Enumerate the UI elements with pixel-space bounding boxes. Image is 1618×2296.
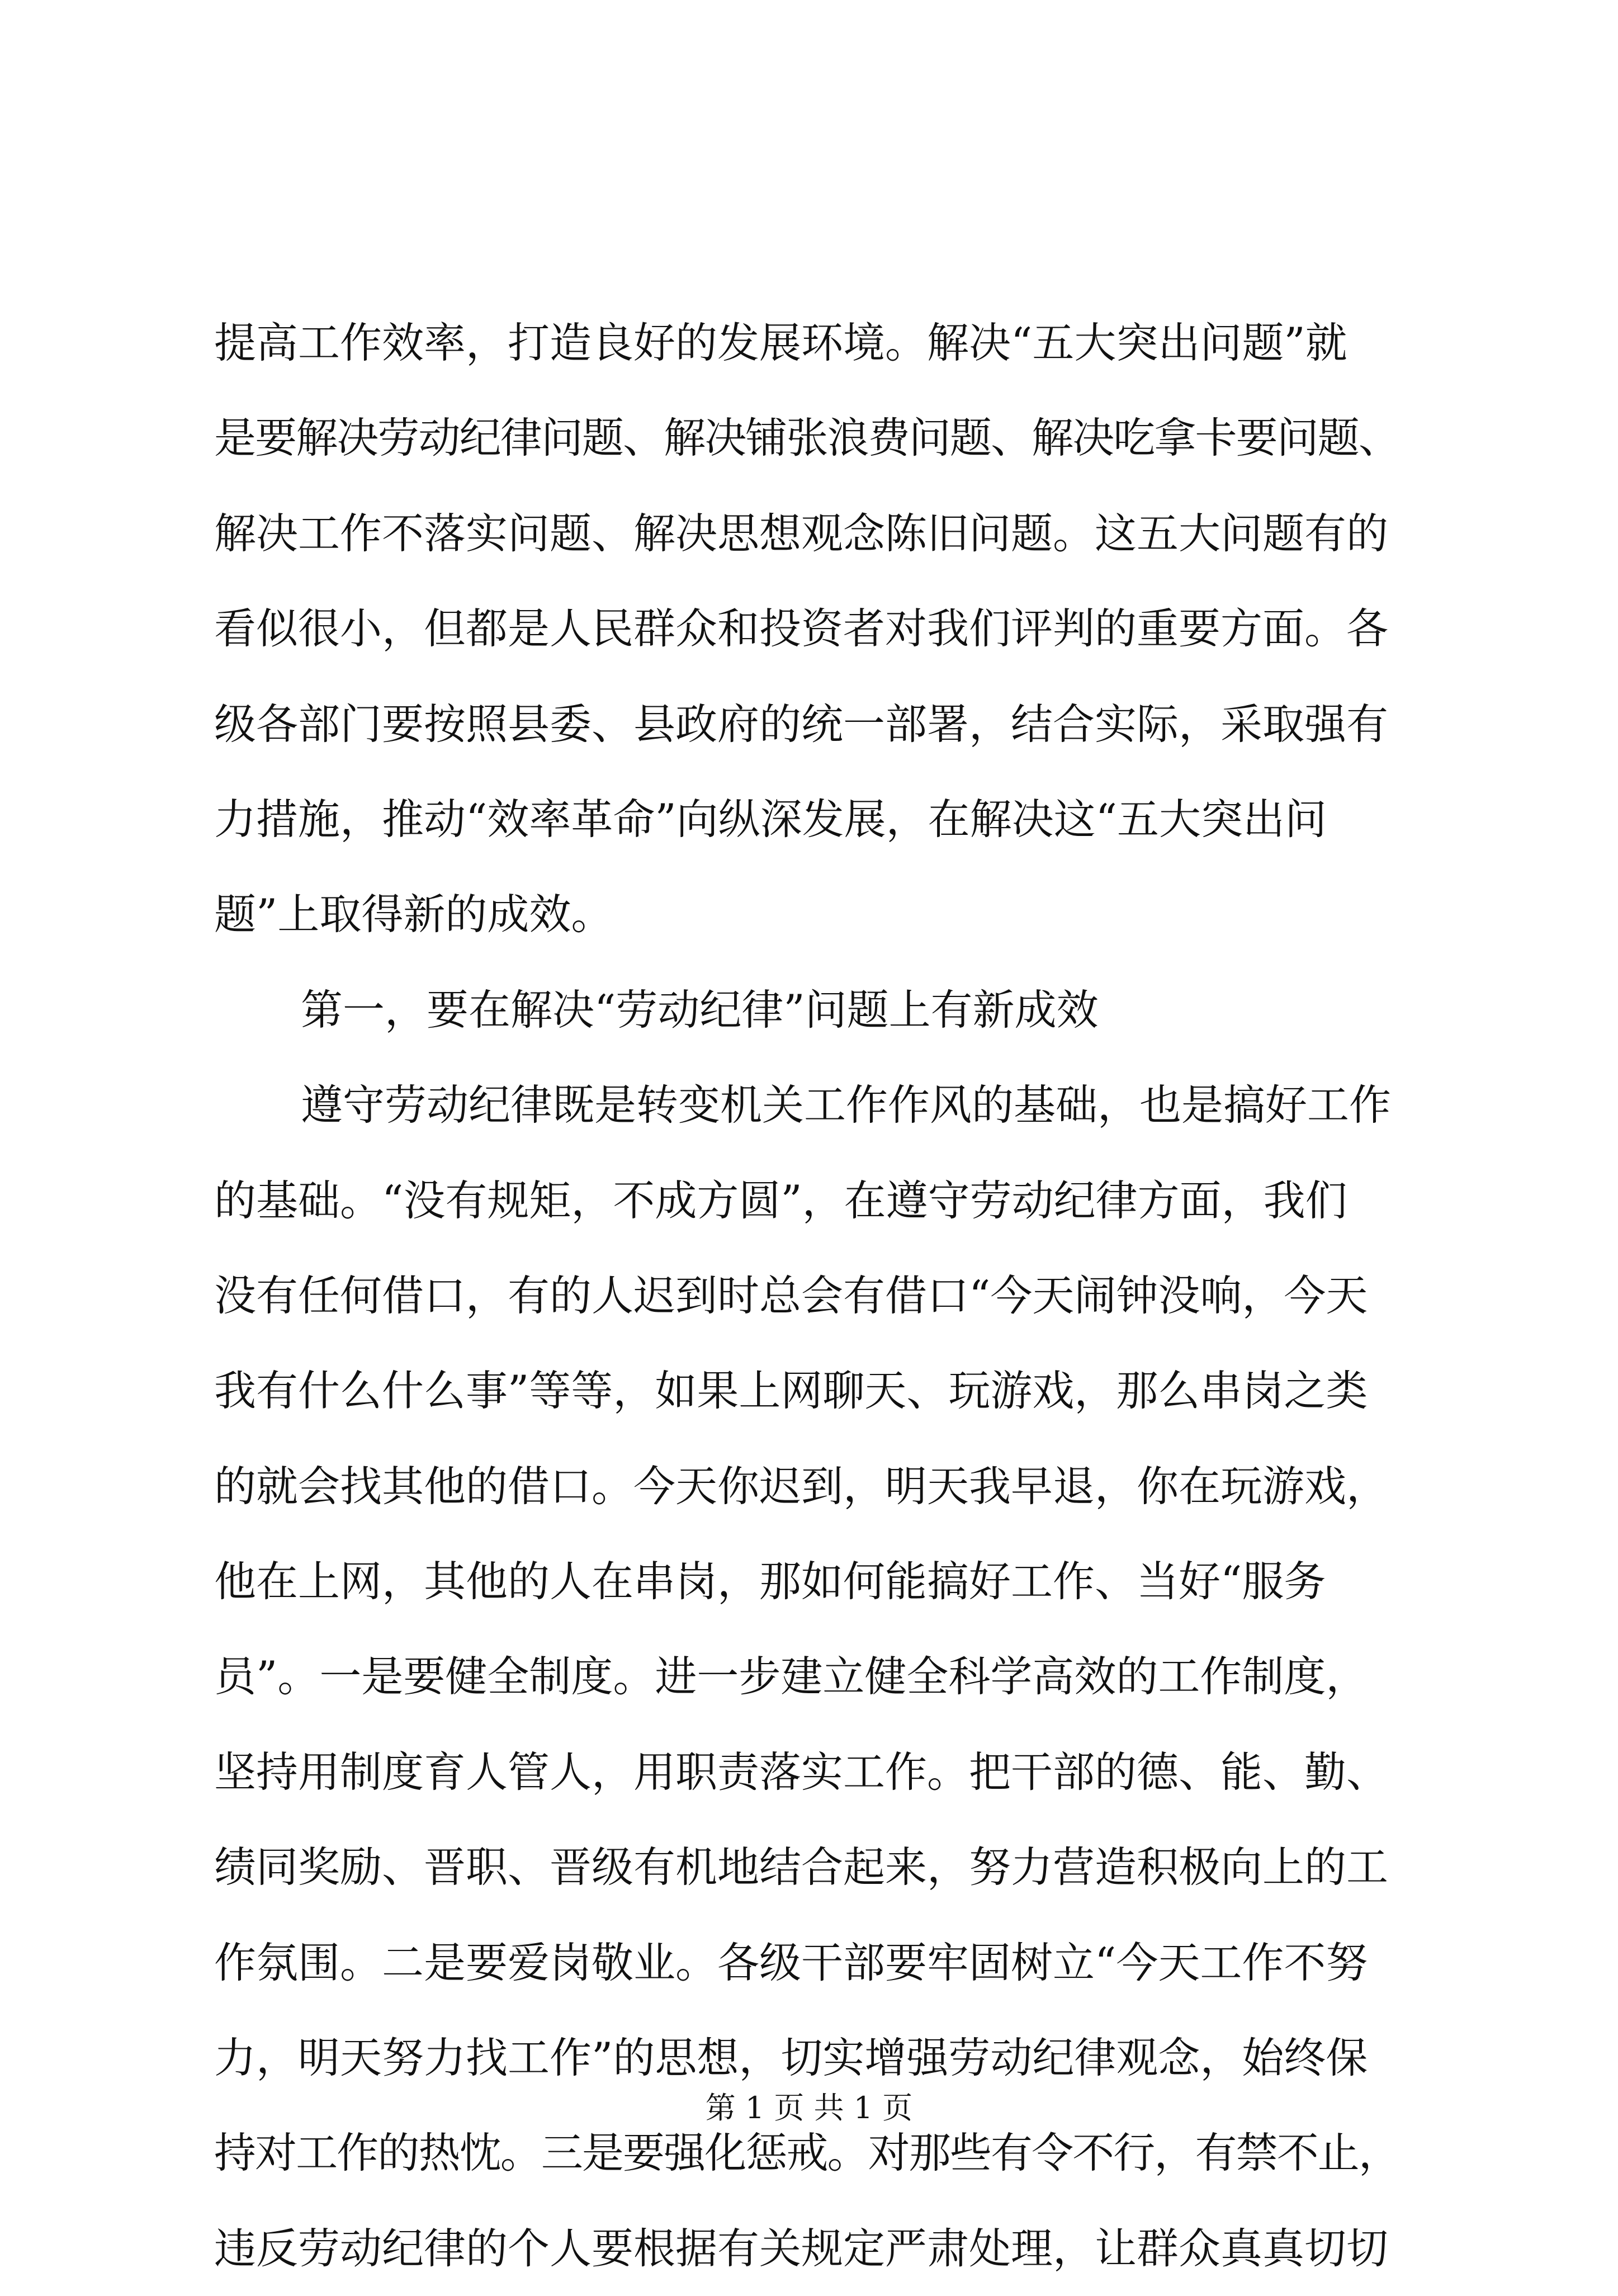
text-line: 解决工作不落实问题、解决思想观念陈旧问题。这五大问题有的 — [214, 508, 1389, 558]
text-line: 持对工作的热忱。三是要强化惩戒。对那些有令不行，有禁不止， — [214, 2128, 1399, 2178]
text-line: 违反劳动纪律的个人要根据有关规定严肃处理，让群众真真切切 — [214, 2223, 1389, 2273]
text-line: 是要解决劳动纪律问题、解决铺张浪费问题、解决吃拿卡要问题、 — [214, 413, 1399, 463]
text-line: 力措施，推动“效率革命”向纵深发展，在解决这“五大突出问 — [214, 794, 1327, 844]
text-line: 的就会找其他的借口。今天你迟到，明天我早退，你在玩游戏， — [214, 1461, 1389, 1511]
text-line: 没有任何借口，有的人迟到时总会有借口“今天闹钟没响，今天 — [214, 1270, 1368, 1320]
text-line: 的基础。“没有规矩，不成方圆”，在遵守劳动纪律方面，我们 — [214, 1175, 1347, 1225]
text-line: 坚持用制度育人管人，用职责落实工作。把干部的德、能、勤、 — [214, 1747, 1389, 1797]
text-line: 第一，要在解决“劳动纪律”问题上有新成效 — [301, 985, 1099, 1034]
text-line: 遵守劳动纪律既是转变机关工作作风的基础，也是搞好工作 — [301, 1080, 1392, 1130]
text-line: 绩同奖励、晋职、晋级有机地结合起来，努力营造积极向上的工 — [214, 1843, 1389, 1892]
text-line: 员”。一是要健全制度。进一步建立健全科学高效的工作制度， — [214, 1652, 1368, 1702]
text-line: 他在上网，其他的人在串岗，那如何能搞好工作、当好“服务 — [214, 1557, 1326, 1607]
body-text — [214, 295, 1399, 2296]
text-line: 力，明天努力找工作”的思想，切实增强劳动纪律观念，始终保 — [214, 2033, 1368, 2083]
page-footer: 第 1 页 共 1 页 — [705, 2090, 913, 2125]
text-line: 作氛围。二是要爱岗敬业。各级干部要牢固树立“今天工作不努 — [214, 1938, 1368, 1987]
text-line: 题”上取得新的成效。 — [214, 890, 613, 939]
text-line: 提高工作效率，打造良好的发展环境。解决“五大突出问题”就 — [214, 318, 1347, 367]
text-line: 级各部门要按照县委、县政府的统一部署，结合实际，采取强有 — [214, 699, 1389, 749]
text-line: 看似很小，但都是人民群众和投资者对我们评判的重要方面。各 — [214, 604, 1389, 654]
text-line: 我有什么什么事”等等，如果上网聊天、玩游戏，那么串岗之类 — [214, 1366, 1368, 1416]
